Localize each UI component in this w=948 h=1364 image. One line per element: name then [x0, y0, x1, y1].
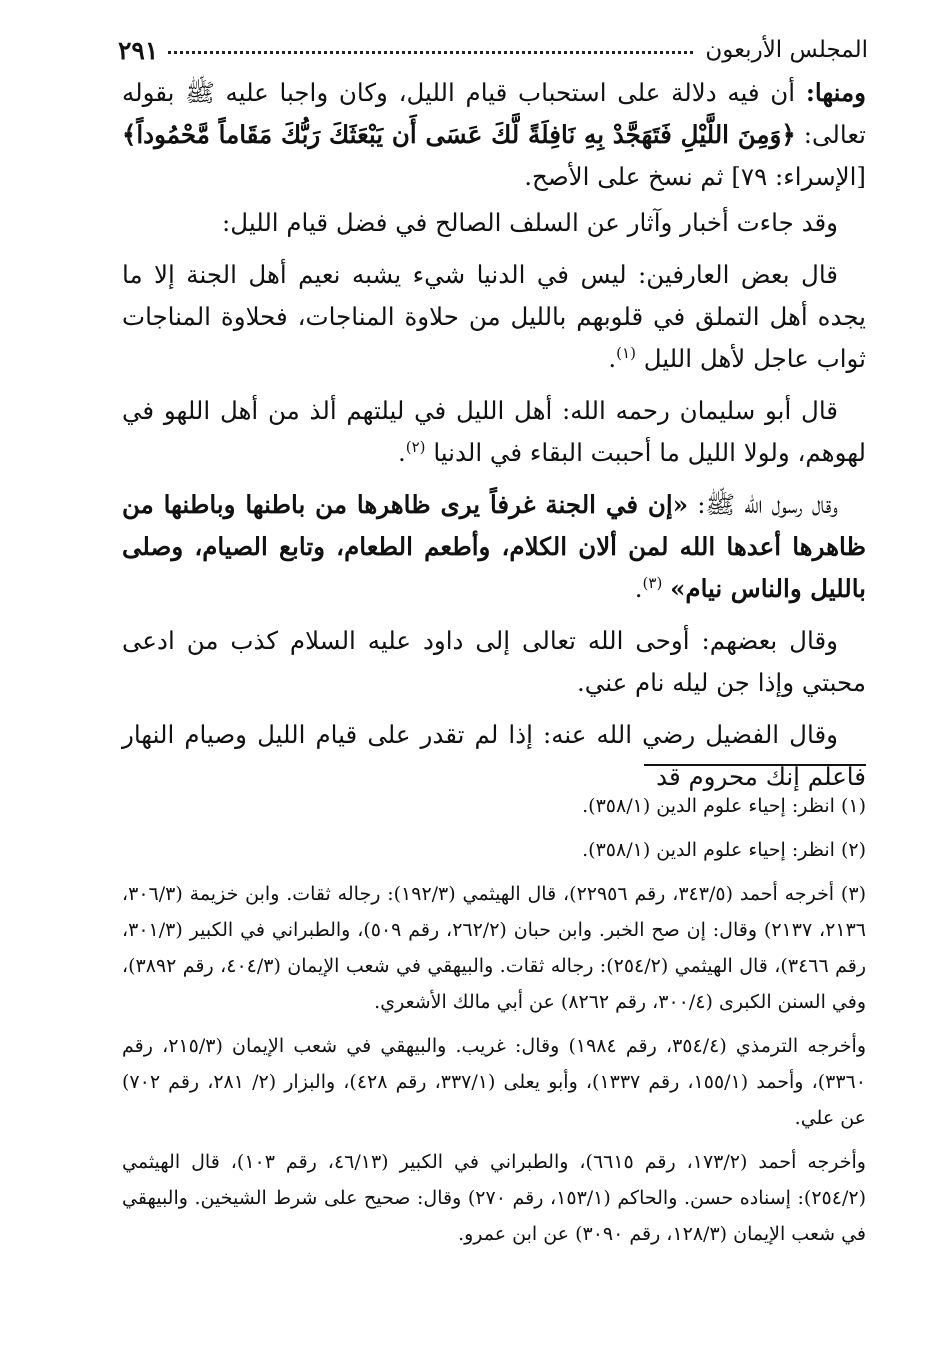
footnote-1: (١) انظر: إحياء علوم الدين (٣٥٨/١). [582, 795, 866, 817]
paragraph-text: وقال بعضهم: أوحى الله تعالى إلى داود عليه السلام كذب من ادعى محبتي وإذا جن ليله نام عني. [122, 626, 866, 697]
page-number: ٢٩١ [118, 35, 159, 65]
paragraph-salaf-intro [122, 202, 866, 244]
punctuation: . [397, 438, 406, 467]
page-header [118, 30, 868, 70]
paragraph-lead: ومنها: [805, 78, 866, 107]
punctuation: . [608, 344, 617, 373]
paragraph-text: قال بعض العارفين: ليس في الدنيا شيء يشبه نعيم أهل الجنة إلا ما يجده أهل التملق في قلوبهم بالليل من حلاوة المناجات، فحلاوة المناجات ثواب عاجل لأهل الليل [122, 260, 866, 373]
footnotes [122, 788, 866, 1260]
hadith-intro: وقال رسول الله ﷺ: [688, 490, 838, 519]
paragraph-abu-sulayman-saying [122, 390, 866, 474]
chapter-title: المجلس الأربعون [705, 37, 868, 63]
paragraph-night-prayer-ruling [122, 72, 866, 198]
paragraph-text: وقال الفضيل رضي الله عنه: إذا لم تقدر على قيام الليل وصيام النهار فاعلم إنك محروم قد [122, 720, 866, 791]
footnote-separator [644, 764, 866, 766]
footnote-3-continuation-a: وأخرجه الترمذي (٣٥٤/٤، رقم ١٩٨٤) وقال: غريب. والبيهقي في شعب الإيمان (٢١٥/٣، رقم ٣٣٦٠)، وأحمد (١٥٥/١، رقم ١٣٣٧)، وأبو يعلى (٣٣٧/١، رقم ٤٢٨)، والبزار (٢/ ٢٨١، رقم ٧٠٢) عن علي. [122, 1035, 866, 1129]
paragraph-text: أن فيه دلالة على استحباب قيام الليل، وكان واجبا عليه ﷺ بقوله تعالى: [122, 78, 866, 149]
paragraph-text: وقد جاءت أخبار وآثار عن السلف الصالح في فضل قيام الليل: [222, 208, 838, 237]
paragraph-hadith [122, 484, 866, 610]
footnote-3-continuation-b: وأخرجه أحمد (١٧٣/٢، رقم ٦٦١٥)، والطبراني في الكبير (٤٦/١٣، رقم ١٠٣)، قال الهيثمي (٢٥٤/٢): إسناده حسن. والحاكم (١٥٣/١، رقم ٢٧٠) وقال: صحيح على شرط الشيخين. والبيهقي في شعب الإيمان (١٢٨/٣، رقم ٣٠٩٠) عن ابن عمرو. [122, 1151, 866, 1245]
verse-reference: [الإسراء: ٧٩] ثم نسخ على الأصح. [524, 162, 866, 191]
paragraph-fudayl-saying [122, 714, 866, 798]
footnote-marker-1[interactable]: (١) [616, 343, 636, 362]
header-dotted-leader [168, 51, 693, 54]
paragraph-arifin-saying [122, 254, 866, 380]
footnote-3: (٣) أخرجه أحمد (٣٤٣/٥، رقم ٢٢٩٥٦)، قال الهيثمي (١٩٢/٣): رجاله ثقات. وابن خزيمة (٣٠٦/٣، ٢١٣٦، ٢١٣٧) وقال: إن صح الخبر. وابن حبان (٢٦٢/٢، رقم ٥٠٩)، والطبراني في الكبير (٣٠١/٣، رقم ٣٤٦٦)، قال الهيثمي (٢٥٤/٢): رجاله ثقات. والبيهقي في شعب الإيمان (٤٠٤/٣، رقم ٣٨٩٢)، وفي السنن الكبرى (٣٠٠/٤، رقم ٨٢٦٢) عن أبي مالك الأشعري. [122, 883, 867, 1013]
footnote-marker-2[interactable]: (٢) [405, 437, 426, 456]
punctuation: . [634, 574, 643, 603]
main-text [122, 72, 866, 808]
quran-verse: ﴿وَمِنَ اللَّيْلِ فَتَهَجَّدْ بِهِ نَافِلَةً لَّكَ عَسَى أَن يَبْعَثَكَ رَبُّكَ مَقَاماً مَّحْمُوداً﴾ [122, 120, 796, 149]
footnote-marker-3[interactable]: (٣) [642, 573, 663, 592]
paragraph-dawud-saying [122, 620, 866, 704]
footnote-2: (٢) انظر: إحياء علوم الدين (٣٥٨/١). [582, 839, 866, 861]
hadith-text: «إن في الجنة غرفاً يرى ظاهرها من باطنها وباطنها من ظاهرها أعدها الله لمن ألان الكلام، وأطعم الطعام، وتابع الصيام، وصلى بالليل والناس نيام» [122, 490, 866, 603]
paragraph-text: قال أبو سليمان رحمه الله: أهل الليل في ليلتهم ألذ من أهل اللهو في لهوهم، ولولا الليل ما أحببت البقاء في الدنيا [122, 396, 866, 467]
